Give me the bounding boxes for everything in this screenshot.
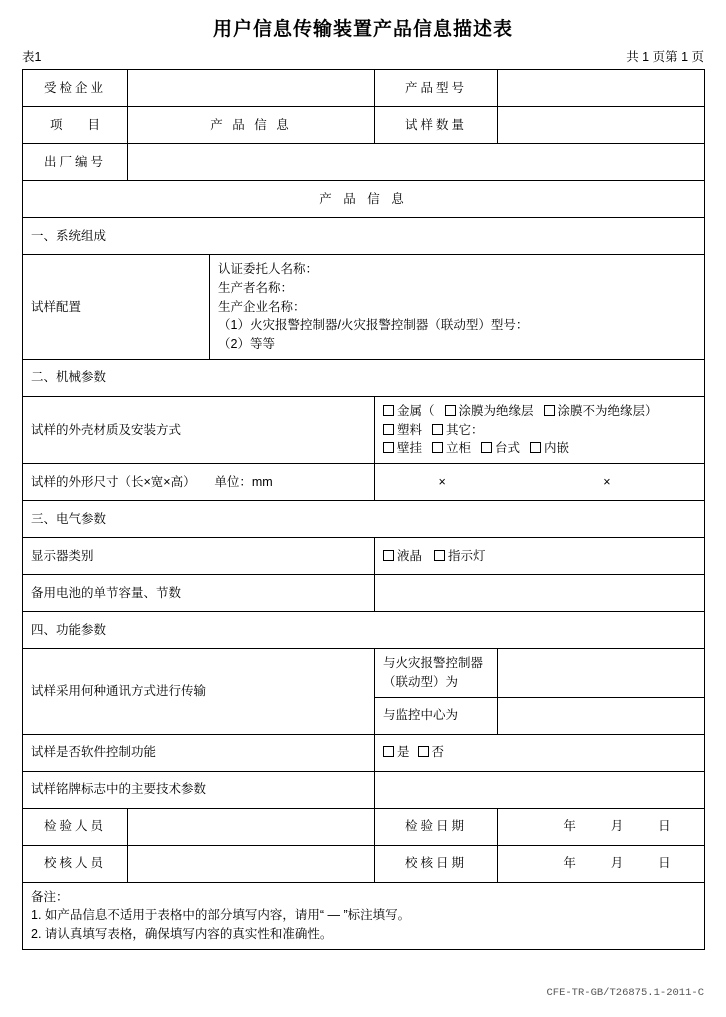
remarks-title: 备注： [31,889,69,904]
checkbox-icon[interactable] [434,550,445,561]
config-line: （1）火灾报警控制器/火灾报警控制器（联动型）型号： [218,318,529,333]
table-row [23,464,705,501]
checkbox-no[interactable]: 否 [418,743,445,762]
config-label: 试样配置 [23,255,210,360]
battery-value[interactable] [375,575,705,612]
page-title: 用户信息传输装置产品信息描述表 [212,19,513,40]
table-row [23,218,705,255]
table-row [23,255,705,360]
item-label: 项 目 [23,107,128,144]
section-mechanical-parameters: 二、机械参数 [23,359,705,396]
factory-no-value[interactable] [128,144,705,181]
table-row [23,70,705,107]
comm-sub1-value[interactable] [498,649,705,698]
footer-document-code: CFE-TR-GB/T26875.1-2011-C [546,987,704,999]
date-unit-year: 年 [563,856,576,871]
check-date-label: 校核日期 [375,845,498,882]
section-electrical-parameters: 三、电气参数 [23,501,705,538]
product-info-banner: 产 品 信 息 [23,181,705,218]
checkbox-icon[interactable] [481,442,492,453]
table-row [23,771,705,808]
table-row [23,649,705,698]
checkbox-metal[interactable]: 金属（ [383,402,435,421]
remarks-line-2: 2. 请认真填写表格，确保填写内容的真实性和准确性。 [31,927,333,941]
shell-label: 试样的外壳材质及安装方式 [23,396,375,463]
table-row [23,538,705,575]
date-unit-year: 年 [563,819,576,834]
size-value[interactable]: × × [375,464,705,501]
inspector-value[interactable] [128,808,375,845]
checkbox-wall-mounted[interactable]: 壁挂 [383,439,422,458]
checkbox-icon[interactable] [383,405,394,416]
factory-no-label: 出厂编号 [23,144,128,181]
model-label: 产品型号 [375,70,498,107]
inspect-date-label: 检验日期 [375,808,498,845]
check-date-value[interactable] [498,845,705,882]
checkbox-lcd[interactable]: 液晶 [383,547,422,566]
checkbox-icon[interactable] [383,442,394,453]
inspect-date-value[interactable] [498,808,705,845]
checkbox-icon[interactable] [530,442,541,453]
table-row [23,501,705,538]
table-row [23,396,705,463]
comm-label: 试样采用何种通讯方式进行传输 [23,649,375,735]
table-number: 表1 [22,50,42,64]
section-system-composition: 一、系统组成 [23,218,705,255]
display-options[interactable] [375,538,705,575]
nameplate-label: 试样铭牌标志中的主要技术参数 [23,771,375,808]
enterprise-value[interactable] [128,70,375,107]
table-row [23,359,705,396]
size-label: 试样的外形尺寸（长×宽×高） 单位：mm [23,464,375,501]
subheader [0,47,726,69]
checkbox-plastic[interactable]: 塑料 [383,421,422,440]
remarks-cell [23,882,705,949]
table-row [23,575,705,612]
remarks-line-1: 1. 如产品信息不适用于表格中的部分填写内容，请用“ — ”标注填写。 [31,908,411,923]
page-count: 共 1 页第 1 页 [626,50,704,64]
config-line: 生产者名称： [218,280,294,295]
checkbox-icon[interactable] [432,424,443,435]
config-line: 认证委托人名称： [218,262,319,276]
checkbox-coating-non-insulating[interactable]: 涂膜不为绝缘层） [544,402,658,421]
sample-count-label: 试样数量 [375,107,498,144]
checker-label: 校核人员 [23,845,128,882]
sample-count-value[interactable] [498,107,705,144]
date-unit-day: 日 [658,856,671,871]
checkbox-indicator-light[interactable]: 指示灯 [434,547,486,566]
comm-sub1-label: 与火灾报警控制器（联动型）为 [375,649,498,698]
table-row [23,845,705,882]
config-line: 生产企业名称： [218,299,306,314]
table-row [23,808,705,845]
date-unit-month: 月 [610,819,624,834]
config-value[interactable] [210,255,705,360]
enterprise-label: 受检企业 [23,70,128,107]
battery-label: 备用电池的单节容量、节数 [23,575,375,612]
checker-value[interactable] [128,845,375,882]
checkbox-icon[interactable] [432,442,443,453]
checkbox-other[interactable]: 其它： [432,421,484,440]
nameplate-value[interactable] [375,771,705,808]
table-row [23,107,705,144]
software-label: 试样是否软件控制功能 [23,734,375,771]
checkbox-icon[interactable] [418,746,429,757]
table-row [23,144,705,181]
display-label: 显示器类别 [23,538,375,575]
checkbox-icon[interactable] [383,550,394,561]
date-unit-day: 日 [658,819,671,834]
checkbox-icon[interactable] [445,405,456,416]
checkbox-cabinet[interactable]: 立柜 [432,439,471,458]
checkbox-yes[interactable]: 是 [383,743,410,762]
table-row [23,734,705,771]
comm-sub2-value[interactable] [498,697,705,734]
checkbox-icon[interactable] [383,424,394,435]
table-row [23,181,705,218]
section-function-parameters: 四、功能参数 [23,612,705,649]
document-page [0,14,726,1017]
shell-options[interactable] [375,396,705,463]
model-value[interactable] [498,70,705,107]
checkbox-icon[interactable] [383,746,394,757]
checkbox-desktop[interactable]: 台式 [481,439,520,458]
date-unit-month: 月 [610,856,624,871]
checkbox-coating-insulating[interactable]: 涂膜为绝缘层 [445,402,534,421]
inspector-label: 检验人员 [23,808,128,845]
product-info-form [22,69,705,950]
comm-sub2-label: 与监控中心为 [375,697,498,734]
table-row [23,612,705,649]
config-line: （2）等等 [218,337,275,351]
table-row [23,882,705,949]
checkbox-icon[interactable] [544,405,555,416]
checkbox-embedded[interactable]: 内嵌 [530,439,569,458]
software-options[interactable] [375,734,705,771]
item-value: 产 品 信 息 [128,107,375,144]
